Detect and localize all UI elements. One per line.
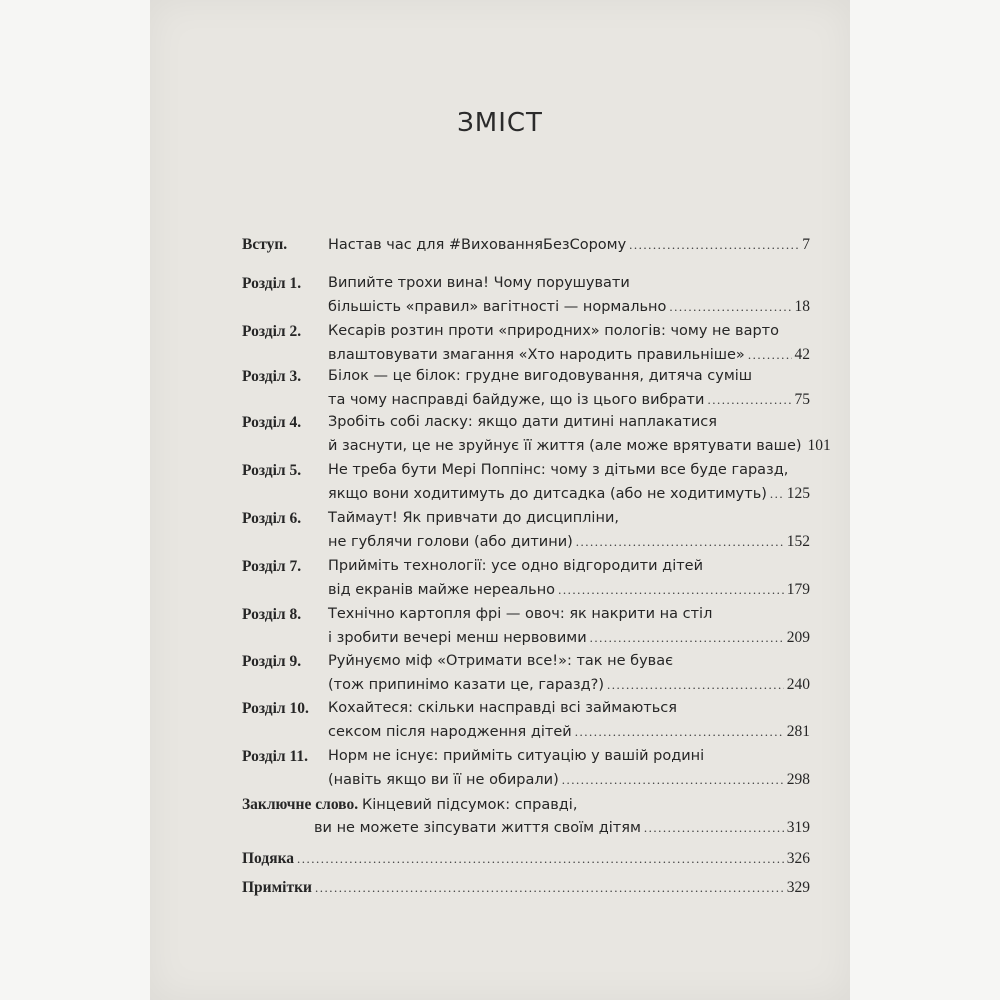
toc-leader-dots <box>558 578 784 601</box>
toc-line: Кінцевий підсумок: справді, <box>361 797 578 813</box>
toc-label: Примітки <box>242 879 312 896</box>
toc-page-number: 179 <box>786 581 810 598</box>
toc-line: більшість «правил» вагітності — нормально <box>328 299 667 315</box>
toc-line: Настав час для #ВихованняБезСорому <box>328 237 627 253</box>
toc-label: Розділ 11. <box>242 748 309 765</box>
toc-leader-dots <box>748 343 792 366</box>
toc-page-number: 125 <box>786 485 810 502</box>
toc-leader-dots <box>669 295 791 318</box>
toc-label: Розділ 2. <box>242 323 302 340</box>
toc-label: Розділ 3. <box>242 368 302 385</box>
toc-line: Випийте трохи вина! Чому порушувати <box>328 275 630 291</box>
toc-label: Розділ 9. <box>242 653 302 670</box>
toc-line: сексом після народження дітей <box>328 724 572 740</box>
toc-leader-dots <box>315 876 784 899</box>
toc-page-number: 329 <box>786 879 810 896</box>
toc-page-number: 75 <box>794 391 810 408</box>
toc-line: Руйнуємо міф «Отримати все!»: так не буває <box>328 653 674 669</box>
toc-line: Зробіть собі ласку: якщо дати дитині наплакатися <box>328 414 717 430</box>
toc-page-number: 240 <box>786 676 810 693</box>
toc-label: Розділ 1. <box>242 275 302 292</box>
toc-page-number: 298 <box>786 771 810 788</box>
toc-leader-dots <box>297 847 784 870</box>
toc-page-number: 281 <box>786 723 810 740</box>
toc-label: Розділ 5. <box>242 462 302 479</box>
toc-leader-dots <box>707 388 791 411</box>
toc-label: Подяка <box>242 850 295 867</box>
toc-leader-dots <box>770 482 784 505</box>
toc-line: ви не можете зіпсувати життя своїм дітям <box>314 820 641 836</box>
toc-label: Розділ 10. <box>242 700 309 717</box>
toc-line: від екранів майже нереально <box>328 582 556 598</box>
toc-page-number: 326 <box>786 850 810 867</box>
toc-leader-dots <box>590 626 784 649</box>
toc-leader-dots <box>644 816 784 839</box>
toc-line: й заснути, це не зруйнує її життя (але може врятувати ваше) <box>328 438 802 454</box>
toc-line: та чому насправді байдуже, що із цього вибрати <box>328 392 705 408</box>
toc-line: Білок — це білок: грудне вигодовування, дитяча суміш <box>328 368 753 384</box>
toc-line: Кохайтеся: скільки насправді всі займаються <box>328 700 677 716</box>
toc-page-number: 18 <box>794 298 810 315</box>
toc-leader-dots <box>562 768 784 791</box>
toc-label: Розділ 7. <box>242 558 302 575</box>
toc-line: Не треба бути Мері Поппінс: чому з дітьми все буде гаразд, <box>328 462 789 478</box>
toc-page-number: 152 <box>786 533 810 550</box>
toc-line: Прийміть технології: усе одно відгородити дітей <box>328 558 704 574</box>
toc-page-number: 319 <box>786 819 810 836</box>
toc-leader-dots <box>629 233 799 256</box>
toc-line: не гублячи голови (або дитини) <box>328 534 573 550</box>
toc-line: (навіть якщо ви її не обирали) <box>328 772 559 788</box>
toc-label: Заключне слово. <box>242 796 359 813</box>
toc-line: Таймаут! Як привчати до дисципліни, <box>328 510 619 526</box>
toc-entry-conclusion <box>242 793 810 839</box>
toc-line: Норм не існує: прийміть ситуацію у вашій родині <box>328 748 705 764</box>
toc-leader-dots <box>575 720 784 743</box>
toc-line: якщо вони ходитимуть до дитсадка (або не ходитимуть) <box>328 486 767 502</box>
toc-label: Розділ 6. <box>242 510 302 527</box>
toc-line: (тож припинімо казати це, гаразд?) <box>328 677 604 693</box>
toc-title: ЗМІСТ <box>457 108 543 138</box>
toc-label: Розділ 8. <box>242 606 302 623</box>
toc-line: Кесарів розтин проти «природних» пологів: чому не варто <box>328 323 779 339</box>
toc-leader-dots <box>607 673 784 696</box>
toc-line: і зробити вечері менш нервовими <box>328 630 587 646</box>
book-page <box>150 0 850 1000</box>
toc-line: Технічно картопля фрі — овоч: як накрити на стіл <box>328 606 713 622</box>
toc-line: влаштовувати змагання «Хто народить правильніше» <box>328 347 745 363</box>
toc-label: Розділ 4. <box>242 414 302 431</box>
toc-leader-dots <box>576 530 784 553</box>
toc-page-number: 209 <box>786 629 810 646</box>
toc-page-number: 101 <box>807 437 831 454</box>
toc-page-number: 7 <box>802 236 810 253</box>
toc-label: Вступ. <box>242 236 288 253</box>
toc-page-number: 42 <box>794 346 810 363</box>
